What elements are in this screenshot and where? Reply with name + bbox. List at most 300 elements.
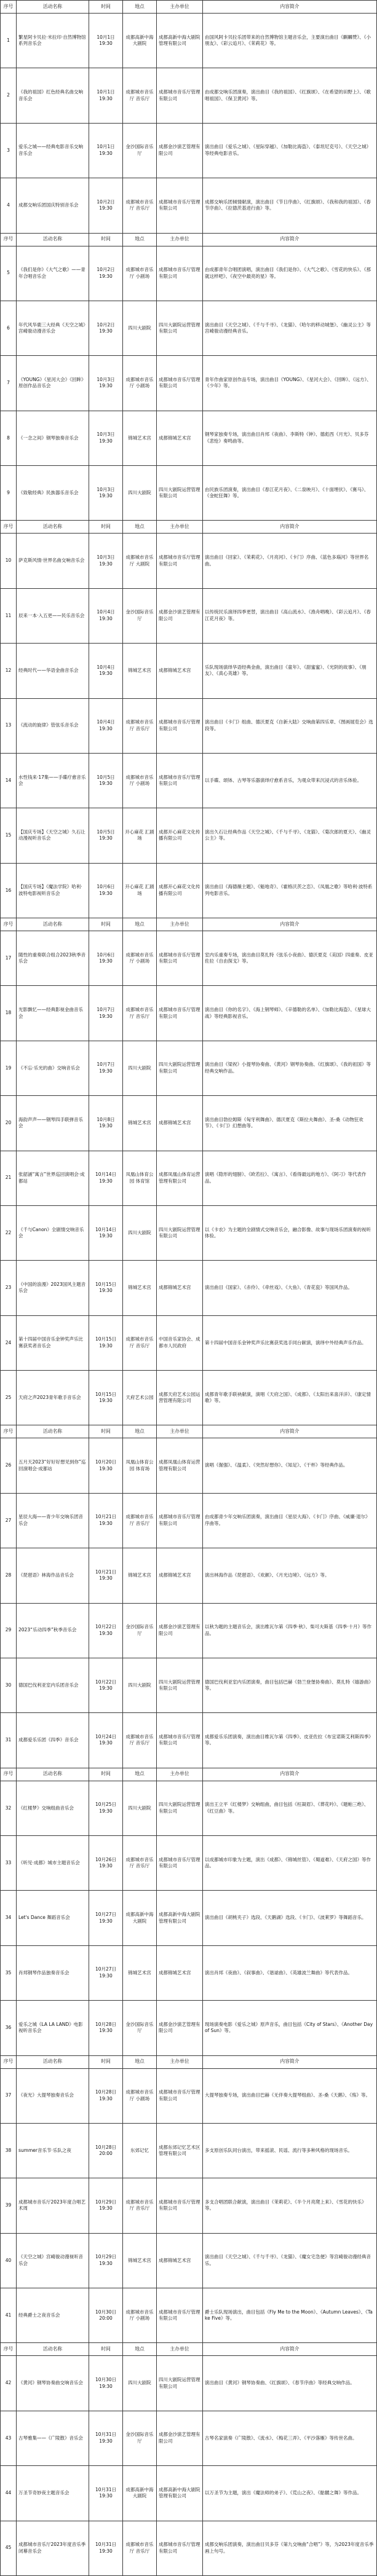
table-row [0,1261,377,1315]
row-number: 34 [0,1891,17,1945]
row-number: 14 [0,754,17,808]
activity-place: 成都城市音乐厅 音乐厅 [123,68,157,123]
activity-time [89,644,123,698]
table-row [0,14,377,68]
activity-name: 辰来一本·入五更——民乐音乐会 [17,589,89,644]
activity-time [89,1946,123,2001]
activity-clock: 19:30 [99,2095,113,2101]
row-number: 41 [0,2288,17,2343]
activity-clock: 19:30 [99,438,113,444]
table-row [0,1316,377,1371]
activity-date: 10月4日 [97,609,115,615]
activity-place: 金沙国际音乐厅 [123,2001,157,2055]
table-row [0,2178,377,2233]
table-row [0,986,377,1041]
activity-organizer: 四川大剧院运营管理有限公司 [157,1781,203,1836]
header-place: 地点 [123,1425,157,1438]
table-header-row [0,918,377,931]
activity-summary: 由成都青少年交响乐团演奏，演出曲目《星辰大海》、《卡门》序曲、《威廉·退尔》序曲等。 [203,1494,377,1548]
header-place: 地点 [123,521,157,534]
activity-date: 10月30日 [95,2309,117,2315]
activity-name: 肖邦钢琴作品独奏音乐会 [17,1946,89,2001]
activity-summary: 由成都交响乐团演奏，演出曲目《我的祖国》、《红旗颂》、《在希望的田野上》、《歌唱祖国》、《保卫黄河》等。 [203,68,377,123]
activity-place: 金沙国际音乐厅 [123,124,157,178]
header-time: 时间 [89,1425,123,1438]
activity-date: 10月14日 [95,1172,117,1178]
activity-name: 《夜光》大提琴独奏音乐会 [17,2069,89,2124]
header-no: 序号 [0,918,17,931]
activity-clock: 19:30 [99,1575,113,1581]
row-number: 36 [0,2001,17,2055]
row-number: 19 [0,1041,17,1096]
activity-clock: 20:00 [99,2315,113,2322]
activity-clock: 19:30 [99,273,113,279]
activity-date: 10月26日 [95,1856,117,1862]
table-row [0,356,377,411]
activity-summary: 以成都城市印象为主题，演出《成都》、《锦城丝管》、《蜀道难》、《天府之国》等作品。 [203,1836,377,1891]
header-name: 活动名称 [17,1768,89,1781]
row-number: 37 [0,2069,17,2124]
activity-clock: 19:30 [99,561,113,567]
header-no: 序号 [0,1,17,14]
activity-name: Let's Dance 舞蹈音乐会 [17,1891,89,1945]
activity-time [89,466,123,521]
activity-name: 繁星阿卡贝拉·米拉印·自然博物馆系列音乐会 [17,14,89,68]
row-number: 26 [0,1438,17,1493]
activity-time [89,2411,123,2466]
activity-name: 成都爱乐乐团《四季》音乐会 [17,1713,89,1768]
table-row [0,2069,377,2124]
activity-date: 10月21日 [95,1514,117,1520]
header-time: 时间 [89,234,123,246]
activity-date: 10月21日 [95,1569,117,1575]
activity-clock: 19:30 [99,2260,113,2266]
table-header-row [0,234,377,246]
activity-summary: 第十四届中国音乐金钟奖声乐比赛获奖选手同台献演，演绎中外经典声乐作品。 [203,1316,377,1371]
activity-organizer: 成都城市音乐厅管理有限公司 [157,534,203,588]
activity-time [89,1151,123,1206]
activity-place: 四川大剧院 [123,301,157,356]
table-row [0,1781,377,1836]
activity-organizer: 成都城市音乐厅管理有限公司 [157,2069,203,2124]
activity-summary: 古琴名家演奏《广陵散》、《流水》、《梅花三弄》、《平沙落雁》等传世名曲。 [203,2411,377,2466]
activity-time [89,1713,123,1768]
header-name: 活动名称 [17,918,89,931]
row-number: 9 [0,466,17,521]
activity-summary: 演出曲目《梁祝》小提琴协奏曲、《黄河》钢琴协奏曲、《红旗颂》、《我的祖国》等经典交响作品。 [203,1041,377,1096]
activity-name: 《我的祖国》红色经典名曲交响音乐会 [17,68,89,123]
table-row [0,699,377,754]
header-organizer: 主办单位 [157,2056,203,2069]
activity-organizer: 成都城市音乐厅管理有限公司 [157,699,203,754]
activity-name: 张韶涵“寓言”世界巡回演唱会·成都站 [17,1151,89,1206]
activity-time [89,754,123,808]
activity-time [89,411,123,466]
activity-clock: 19:30 [99,328,113,334]
activity-name: 《听见·成都》城市主题音乐会 [17,1836,89,1891]
activity-clock: 19:30 [99,205,113,211]
row-number: 22 [0,1206,17,1261]
table-row [0,1096,377,1151]
activity-name: 《一念之间》钢琴独奏音乐会 [17,411,89,466]
activity-date: 10月15日 [95,1336,117,1342]
activity-date: 10月15日 [95,1281,117,1287]
activity-date: 10月2日 [97,199,115,205]
activity-clock: 19:30 [99,1685,113,1692]
activity-name: 《中国的浪漫》2023国风主题音乐会 [17,1261,89,1315]
activity-clock: 19:30 [99,781,113,787]
activity-summary: 室内乐重奏专场，演出曲目莫扎特《弦乐小夜曲》、德沃夏克《美国》四重奏、皮亚佐拉《自由探戈》等。 [203,931,377,986]
table-row [0,1604,377,1658]
activity-date: 10月28日 [95,2021,117,2027]
activity-name: 光影飘忆——经典影视金曲音乐会 [17,986,89,1041]
activity-time [89,1548,123,1603]
activity-organizer: 成都开心麻花文化传播有限公司 [157,808,203,863]
row-number: 27 [0,1494,17,1548]
table-row [0,2521,377,2576]
activity-clock: 19:30 [99,1288,113,1294]
activity-place: 成都城市音乐厅 音乐厅 [123,1316,157,1371]
header-time: 时间 [89,2343,123,2356]
table-row [0,534,377,588]
header-time: 时间 [89,521,123,534]
table-header-row [0,2056,377,2069]
activity-place: 四川大剧院 [123,1658,157,1713]
activity-date: 10月3日 [97,486,115,492]
activity-name: 《千与Canon》全剧情交响音乐会 [17,1206,89,1261]
table-row [0,864,377,918]
table-row [0,1494,377,1548]
activity-summary: 演出曲目《你的名字》、《海上钢琴师》、《辛德勒的名单》、《加勒比海盗》、《星球大战》等经典影视音乐。 [203,986,377,1041]
activity-date: 10月27日 [95,1912,117,1918]
row-number: 18 [0,986,17,1041]
activity-name: 《致敬经典》民族器乐音乐会 [17,466,89,521]
activity-organizer: 成都金沙演艺管理有限公司 [157,2001,203,2055]
activity-clock: 19:30 [99,383,113,389]
activity-time [89,808,123,863]
activity-organizer: 成都城市音乐厅管理有限公司 [157,1494,203,1548]
activity-name: summer音乐节·乐队之夜 [17,2124,89,2178]
activity-place: 成都城市音乐厅 音乐厅 [123,1836,157,1891]
activity-clock: 19:30 [99,671,113,677]
table-header-row [0,1768,377,1781]
activity-organizer: 成都城市音乐厅管理有限公司 [157,754,203,808]
activity-place: 成都城市音乐厅 音乐厅 [123,699,157,754]
activity-time [89,699,123,754]
activity-date: 10月5日 [97,774,115,780]
activity-date: 10月2日 [97,267,115,273]
table-row [0,2356,377,2411]
table-row [0,2288,377,2343]
header-no: 序号 [0,2056,17,2069]
activity-summary: 以手碟、颂钵、古琴等乐器演绎疗愈系音乐，为观众带来沉浸式的音乐体验。 [203,754,377,808]
activity-summary: 演出肖邦《夜曲》、《叙事曲》、《谐谑曲》、《英雄波兰舞曲》等代表作品。 [203,1946,377,2001]
activity-name: 爱乐之城《LA LA LAND》电影视听音乐会 [17,2001,89,2055]
activity-clock: 19:30 [99,1972,113,1979]
activity-organizer: 成都高新中海大剧院管理有限公司 [157,1891,203,1945]
header-organizer: 主办单位 [157,1,203,14]
activity-clock: 19:30 [99,1013,113,1019]
activity-summary: 以万圣节为主题，演出《魔法师的弟子》、《荒山之夜》、《骷髅之舞》等作品。 [203,2466,377,2521]
activity-organizer: 中国音乐家协会、成都市人民政府 [157,1316,203,1371]
activity-place: 成都城市音乐厅 小剧场 [123,754,157,808]
activity-place: 金沙国际音乐厅 [123,1604,157,1658]
activity-organizer: 成都城市音乐厅管理有限公司 [157,1713,203,1768]
activity-clock: 19:30 [99,1398,113,1404]
activity-place: 锦城艺术宫 [123,644,157,698]
activity-time [89,2466,123,2521]
activity-summary: 演唱《倔强》、《温柔》、《突然好想你》、《知足》、《干杯》等经典作品。 [203,1438,377,1493]
activity-time [89,1836,123,1891]
activity-place: 成都城市音乐厅 音乐厅 [123,2178,157,2233]
activity-name: 《琵琶语》林海作品音乐会 [17,1548,89,1603]
activity-summary: 演出王立平《红楼梦》交响组曲，曲目包括《枉凝眉》、《葬花吟》、《题帕三绝》、《红豆曲》等。 [203,1781,377,1836]
row-number: 44 [0,2466,17,2521]
activity-organizer: 成都金沙演艺管理有限公司 [157,2411,203,2466]
table-row [0,1206,377,1261]
header-content: 内容简介 [203,1768,377,1781]
activity-date: 10月29日 [95,2199,117,2205]
table-row [0,2124,377,2178]
table-row [0,1891,377,1945]
activity-date: 10月22日 [95,1679,117,1685]
header-place: 地点 [123,2056,157,2069]
activity-summary: 演出曲目《卡门》组曲、德沃夏克《自新大陆》交响曲第四乐章、《图画展览会》选段等。 [203,699,377,754]
header-place: 地点 [123,918,157,931]
activity-organizer: 成都锦城艺术宫 [157,2234,203,2288]
table-row [0,411,377,466]
activity-place: 成都城市音乐厅 小剧场 [123,356,157,411]
activity-name: 萨克斯风情·世界名曲交响音乐会 [17,534,89,588]
activity-clock: 19:30 [99,2493,113,2499]
table-row [0,124,377,178]
header-time: 时间 [89,2056,123,2069]
activity-summary: 成都交响乐团演奏，演出曲目贝多芬《第九交响曲“合唱”》等，为2023年度音乐季画上句号。 [203,2521,377,2576]
activity-name: 年代风华鹿三大经典《天空之城》宫崎骏动漫音乐会 [17,301,89,356]
header-organizer: 主办单位 [157,918,203,931]
activity-time [89,1316,123,1371]
row-number: 39 [0,2178,17,2233]
activity-organizer: 成都城市音乐厅管理有限公司 [157,1836,203,1891]
header-place: 地点 [123,2343,157,2356]
header-place: 地点 [123,234,157,246]
activity-clock: 19:30 [99,890,113,896]
activity-date: 10月8日 [97,1116,115,1122]
activity-place: 锦城艺术宫 [123,1261,157,1315]
table-row [0,589,377,644]
activity-clock: 19:30 [99,1520,113,1526]
activity-place: 锦城艺术宫 [123,2234,157,2288]
activity-clock: 19:30 [99,2383,113,2389]
header-organizer: 主办单位 [157,1768,203,1781]
activity-summary: 演唱《隐形的翅膀》、《欧若拉》、《寓言》、《看得最远的地方》、《阿刁》等代表作品。 [203,1151,377,1206]
activity-clock: 19:30 [99,150,113,156]
activity-organizer: 成都金沙演艺管理有限公司 [157,589,203,644]
activity-date: 10月29日 [95,2254,117,2260]
header-place: 地点 [123,1768,157,1781]
activity-organizer: 成都锦城艺术宫 [157,1548,203,1603]
row-number: 45 [0,2521,17,2576]
activity-place: 成都城市音乐厅 音乐厅 [123,986,157,1041]
activity-date: 10月31日 [95,2486,117,2492]
activity-clock: 19:30 [99,1465,113,1471]
activity-organizer: 成都城市音乐厅管理有限公司 [157,356,203,411]
header-name: 活动名称 [17,2056,89,2069]
header-content: 内容简介 [203,521,377,534]
activity-time [89,1604,123,1658]
table-row [0,1548,377,1603]
table-row [0,1371,377,1425]
table-row [0,246,377,301]
row-number: 4 [0,178,17,233]
header-organizer: 主办单位 [157,1425,203,1438]
activity-summary: 德国巴伐利亚室内乐团演奏，曲目包括巴赫《勃兰登堡协奏曲》、莫扎特《嬉游曲》等。 [203,1658,377,1713]
activity-time [89,1438,123,1493]
activity-summary: 演出曲目《胡桃夹子》选段、《天鹅湖》选段、《卡门》、《波莱罗》等舞蹈音乐。 [203,1891,377,1945]
activity-name: 第十四届中国音乐金钟奖声乐比赛获奖者音乐会 [17,1316,89,1371]
table-row [0,2466,377,2521]
activity-clock: 19:30 [99,615,113,621]
activity-clock: 19:30 [99,835,113,841]
activity-summary: 演出曲目勃拉姆斯《匈牙利舞曲》、德沃夏克《斯拉夫舞曲》、圣-桑《动物狂欢节》、《卡门》幻想曲等。 [203,1096,377,1151]
activity-place: 成都城市音乐厅 大剧院 [123,534,157,588]
row-number: 12 [0,644,17,698]
activity-clock: 19:30 [99,1740,113,1746]
row-number: 25 [0,1371,17,1425]
table-header-row [0,2343,377,2356]
activity-name: 《天空之城》宫崎骏动漫视听音乐会 [17,2234,89,2288]
activity-name: 成都城市音乐厅2023年度音乐季闭幕音乐会 [17,2521,89,2576]
activity-time [89,2124,123,2178]
activity-organizer: 成都高新中海大剧院管理有限公司 [157,2466,203,2521]
activity-place: 四川大剧院 [123,2356,157,2411]
header-no: 序号 [0,521,17,534]
activity-name: 海韵声声——钢琴四手联弹音乐会 [17,1096,89,1151]
row-number: 31 [0,1713,17,1768]
activity-date: 10月31日 [95,2432,117,2438]
header-name: 活动名称 [17,1,89,14]
row-number: 10 [0,534,17,588]
row-number: 11 [0,589,17,644]
activity-organizer: 四川大剧院运营管理有限公司 [157,301,203,356]
activity-organizer: 四川大剧院运营管理有限公司 [157,2356,203,2411]
table-row [0,1713,377,1768]
activity-time [89,2356,123,2411]
activity-time [89,124,123,178]
activity-organizer: 成都高新中海大剧院管理有限公司 [157,14,203,68]
header-organizer: 主办单位 [157,521,203,534]
activity-date: 10月24日 [95,1733,117,1739]
activity-organizer: 成都凤凰山体育运营管理有限公司 [157,1438,203,1493]
table-header-row [0,1,377,14]
activity-organizer: 四川大剧院运营管理有限公司 [157,1658,203,1713]
activity-name: 经典爵士之夜音乐会 [17,2288,89,2343]
activity-time [89,2001,123,2055]
activity-summary: 多支合唱团联合献演，演出曲目《茉莉花》、《半个月亮爬上来》、《雪花的快乐》等。 [203,2178,377,2233]
activity-summary: 由国风阿卡贝拉乐团带来的自然博物馆主题音乐会，主要演出曲目《麒麟赞》、《小朋友》、《彩云追月》、《茉莉花》等。 [203,14,377,68]
activity-date: 10月28日 [95,2089,117,2095]
header-content: 内容简介 [203,918,377,931]
activity-date: 10月3日 [97,431,115,438]
activity-name: 成都城市音乐厅2023年度合唱艺术周 [17,2178,89,2233]
activity-clock: 19:30 [99,1233,113,1239]
activity-date: 10月27日 [95,1966,117,1972]
row-number: 38 [0,2124,17,2178]
activity-time [89,1041,123,1096]
activity-summary: 演出曲目《天空之城》、《千与千寻》、《龙猫》、《魔女宅急便》等宫崎骏动漫经典音乐。 [203,2234,377,2288]
activity-clock: 19:30 [99,1178,113,1184]
table-row [0,931,377,986]
row-number: 24 [0,1316,17,1371]
activity-name: 星辰大海——青少年交响乐团音乐会 [17,1494,89,1548]
activity-place: 金沙国际音乐厅 [123,2411,157,2466]
activity-date: 10月7日 [97,1007,115,1013]
header-name: 活动名称 [17,1425,89,1438]
activity-summary: 以秋为题的主题音乐会，演出维瓦尔第《四季·秋》、柴可夫斯基《四季·十月》等作品。 [203,1604,377,1658]
activity-name: 《黄河》钢琴协奏曲交响音乐会 [17,2356,89,2411]
activity-name: 古琴雅集——《广陵散》音乐会 [17,2411,89,2466]
activity-time [89,2178,123,2233]
activity-organizer: 成都城市音乐厅管理有限公司 [157,246,203,301]
activity-place: 东郊记忆 [123,2124,157,2178]
header-content: 内容简介 [203,234,377,246]
header-time: 时间 [89,1,123,14]
header-place: 地点 [123,1,157,14]
activity-place: 成都城市音乐厅 小剧场 [123,246,157,301]
activity-time [89,1658,123,1713]
table-row [0,1946,377,2001]
table-row [0,466,377,521]
activity-summary: 成都爱乐乐团演奏，演出曲目维瓦尔第《四季》、皮亚佐拉《布宜诺斯艾利斯四季》等。 [203,1713,377,1768]
activity-name: 德国巴伐利亚室内乐团音乐会 [17,1658,89,1713]
row-number: 29 [0,1604,17,1658]
activity-date: 10月7日 [97,1062,115,1068]
activity-summary: 演出曲目《海德薇主题》、《魁地奇》、《霍格沃茨之恋》、《凤凰之歌》等哈利·波特系列电影音乐。 [203,864,377,918]
activity-organizer: 成都开心麻花文化传播有限公司 [157,864,203,918]
activity-time [89,2521,123,2576]
activity-summary: 青年作曲家原创作品专场，演出曲目《YOUNG》、《星河大会》、《回眸》、《远方》、《少年》等。 [203,356,377,411]
activity-clock: 19:30 [99,2438,113,2444]
activity-time [89,1206,123,1261]
activity-clock: 19:30 [99,725,113,731]
activity-place: 成都高新中海大剧院 [123,1891,157,1945]
activity-name: 《红楼梦》交响组曲音乐会 [17,1781,89,1836]
activity-summary: 演出曲目《国家》、《赤伶》、《牵丝戏》、《大鱼》、《青花瓷》等国风作品。 [203,1261,377,1315]
table-row [0,1438,377,1493]
activity-time [89,1781,123,1836]
activity-time [89,2288,123,2343]
activity-date: 10月30日 [95,2377,117,2383]
activity-date: 10月6日 [97,951,115,958]
header-name: 活动名称 [17,521,89,534]
activity-place: 四川大剧院 [123,1041,157,1096]
table-row [0,2001,377,2055]
header-no: 序号 [0,2343,17,2356]
activity-name: 《流动的旋律》管弦乐音乐会 [17,699,89,754]
row-number: 2 [0,68,17,123]
activity-summary: 成都青年歌手联袂献演，演唱《天府之国》、《成都》、《太阳出来喜洋洋》、《康定情歌》等。 [203,1371,377,1425]
activity-organizer: 成都城市音乐厅管理有限公司 [157,2288,203,2343]
header-content: 内容简介 [203,1425,377,1438]
activity-clock: 19:30 [99,2548,113,2554]
row-number: 30 [0,1658,17,1713]
activity-date: 10月3日 [97,376,115,382]
activity-date: 10月3日 [97,554,115,561]
row-number: 40 [0,2234,17,2288]
activity-date: 10月22日 [95,1624,117,1630]
table-row [0,178,377,233]
activity-date: 10月28日 [95,2144,117,2150]
